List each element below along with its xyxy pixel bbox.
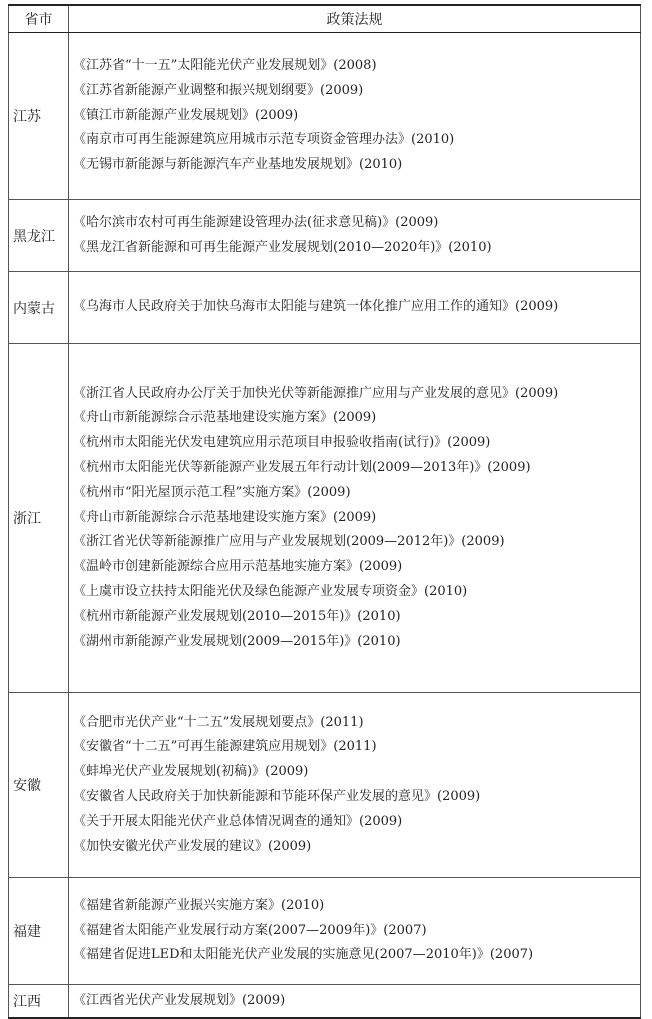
province-cell: 福建: [9, 878, 69, 985]
province-cell: 内蒙古: [9, 272, 69, 344]
province-cell: 江西: [9, 985, 69, 1019]
policy-item: 《关于开展太阳能光伏产业总体情况调查的通知》(2009): [73, 813, 403, 829]
table-row: [9, 344, 641, 693]
province-cell: 安徽: [9, 693, 69, 878]
table-row: [9, 33, 641, 200]
policy-item: 《黑龙江省新能源和可再生能源产业发展规划(2010—2020年)》(2010): [73, 239, 492, 255]
policy-item: 《湖州市新能源产业发展规划(2009—2015年)》(2010): [73, 633, 401, 649]
policy-item: 《杭州市太阳能光伏发电建筑应用示范项目申报验收指南(试行)》(2009): [73, 435, 491, 451]
province-cell: 江苏: [9, 33, 69, 200]
policy-cell: [69, 33, 641, 200]
policy-item: 《加快安徽光伏产业发展的建议》(2009): [73, 838, 312, 854]
header-province: 省市: [9, 5, 69, 33]
policy-table: [8, 4, 641, 1019]
province-cell: 浙江: [9, 344, 69, 693]
policy-item: 《南京市可再生能源建筑应用城市示范专项资金管理办法》(2010): [73, 132, 455, 148]
table-header-row: [9, 5, 641, 33]
policy-item: 《浙江省人民政府办公厅关于加快光伏等新能源推广应用与产业发展的意见》(2009): [73, 385, 559, 401]
policy-cell: [69, 693, 641, 878]
table-row: [9, 200, 641, 272]
policy-item: 《浙江省光伏等新能源推广应用与产业发展规划(2009—2012年)》(2009): [73, 534, 505, 550]
table-row: [9, 878, 641, 985]
table-row: [9, 272, 641, 344]
policy-item: 《杭州市太阳能光伏等新能源产业发展五年行动计划(2009—2013年)》(2009): [73, 460, 531, 475]
policy-cell: [69, 878, 641, 985]
policy-item: 《上虞市设立扶持太阳能光伏及绿色能源产业发展专项资金》(2010): [73, 583, 468, 599]
policy-item: 《乌海市人民政府关于加快乌海市太阳能与建筑一体化推广应用工作的通知》(2009): [73, 299, 559, 315]
policy-item: 《福建省太阳能产业发展行动方案(2007—2009年)》(2007): [73, 922, 427, 938]
policy-item: 《安徽省人民政府关于加快新能源和节能环保产业发展的意见》(2009): [73, 789, 481, 804]
policy-item: 《合肥市光伏产业“十二五”发展规划要点》(2011): [73, 714, 364, 730]
policy-item: 《江苏省“十一五”太阳能光伏产业发展规划》(2008): [73, 58, 377, 73]
policy-item: 《福建省新能源产业振兴实施方案》(2010): [73, 897, 325, 913]
policy-item: 《福建省促进LED和太阳能光伏产业发展的实施意见(2007—2010年)》(2007): [73, 947, 534, 963]
policy-item: 《杭州市新能源产业发展规划(2010—2015年)》(2010): [73, 608, 401, 624]
policy-cell: [69, 200, 641, 272]
policy-item: 《镇江市新能源产业发展规划》(2009): [73, 107, 299, 123]
policy-item: 《蚌埠光伏产业发展规划(初稿)》(2009): [73, 764, 309, 780]
policy-item: 《舟山市新能源综合示范基地建设实施方案》(2009): [73, 509, 377, 525]
policy-item: 《无锡市新能源与新能源汽车产业基地发展规划》(2010): [73, 157, 403, 173]
policy-item: 《杭州市“阳光屋顶示范工程”实施方案》(2009): [73, 484, 351, 500]
policy-item: 《江西省光伏产业发展规划》(2009): [73, 992, 286, 1008]
policy-cell: [69, 344, 641, 693]
policy-item: 《安徽省“十二五”可再生能源建筑应用规划》(2011): [73, 739, 377, 755]
policy-cell: [69, 272, 641, 344]
province-cell: 黑龙江: [9, 200, 69, 272]
policy-item: 《舟山市新能源综合示范基地建设实施方案》(2009): [73, 410, 377, 426]
policy-item: 《哈尔滨市农村可再生能源建设管理办法(征求意见稿)》(2009): [73, 214, 439, 230]
table-row: [9, 693, 641, 878]
policy-table-document: [8, 4, 640, 1019]
policy-item: 《温岭市创建新能源综合应用示范基地实施方案》(2009): [73, 559, 403, 575]
policy-cell: [69, 985, 641, 1019]
header-policy: 政策法规: [69, 5, 641, 33]
table-row: [9, 985, 641, 1019]
policy-item: 《江苏省新能源产业调整和振兴规划纲要》(2009): [73, 82, 364, 98]
